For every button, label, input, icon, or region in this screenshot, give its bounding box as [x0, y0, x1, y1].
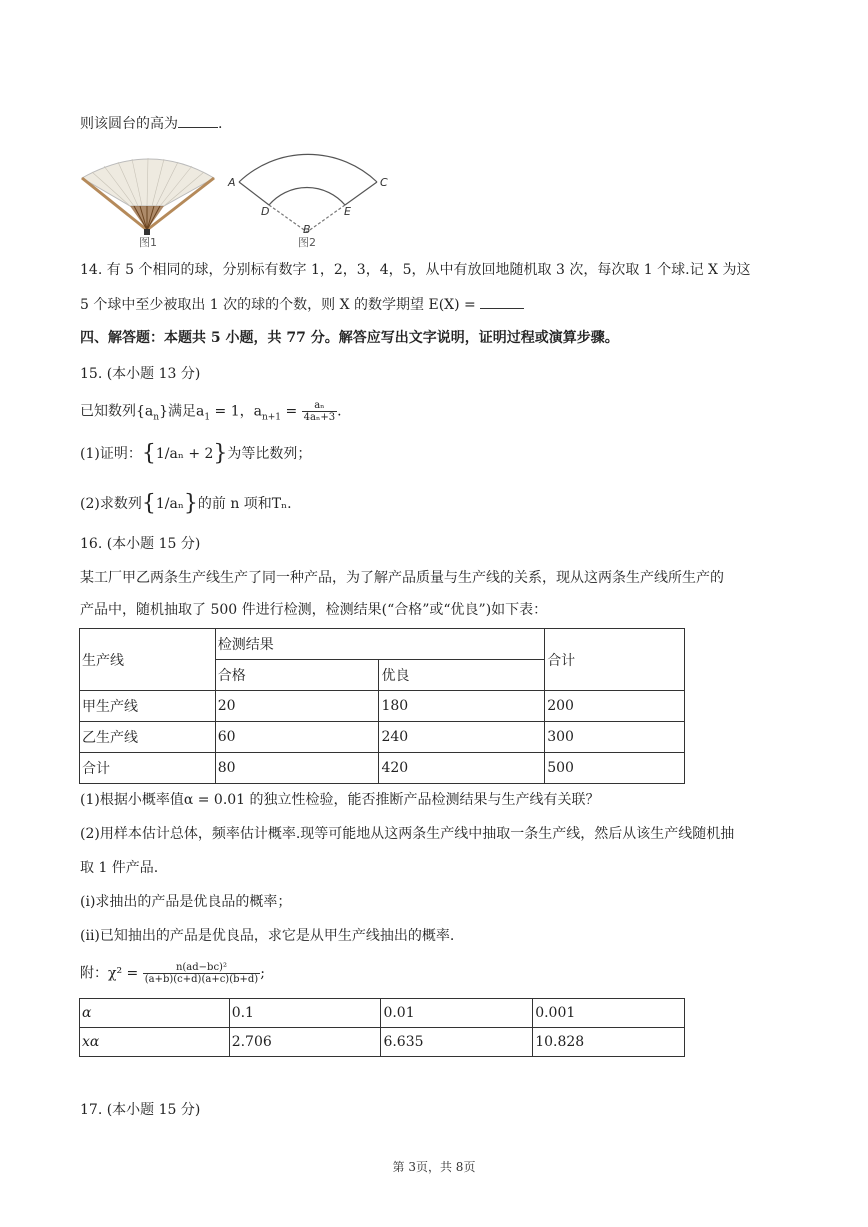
fig2-caption: 图2 — [298, 236, 316, 249]
q15-part2-post: 的前 n 项和Tₙ. — [197, 496, 292, 512]
q16-q1: (1)根据小概率值α = 0.01 的独立性检验，能否推断产品检测结果与生产线有关联？ — [80, 792, 600, 808]
header-result: 检测结果 — [215, 629, 544, 660]
q16-q2b: 取 1 件产品. — [80, 860, 159, 876]
q15-header: 15. (本小题 13 分) — [80, 366, 201, 382]
q15-part1: (1)证明：{1/aₙ + 2}为等比数列； — [80, 441, 312, 466]
q15-part2-pre: (2)求数列 — [80, 496, 142, 512]
q15-part1-post: 为等比数列； — [227, 446, 312, 462]
point-b-label: B — [303, 223, 311, 236]
alpha-value: 0.1 — [229, 999, 381, 1028]
q13-tail-text: 则该圆台的高为 — [80, 116, 178, 132]
page-footer: 第 3页，共 8页 — [392, 1160, 476, 1174]
q15-stmt-a: 已知数列{a — [80, 403, 154, 420]
q16-header: 16. (本小题 15 分) — [80, 536, 201, 552]
row-label: 甲生产线 — [80, 691, 216, 722]
cell-pass: 20 — [215, 691, 379, 722]
fig1-caption: 图1 — [139, 236, 157, 249]
results-table — [79, 628, 685, 784]
x-alpha-value: 2.706 — [229, 1028, 381, 1057]
table-row — [80, 722, 685, 753]
q14-line1: 14. 有 5 个相同的球，分别标有数字 1，2，3，4，5，从中有放回地随机取 3 次，每次取 1 个球.记 X 为这 — [80, 262, 751, 278]
q16-q2a: (2)用样本估计总体，频率估计概率.现等可能地从这两条生产线中抽取一条生产线，然后从该生产线随机抽 — [80, 826, 735, 842]
answer-blank — [178, 113, 218, 128]
q16-qii: (ii)已知抽出的产品是优良品，求它是从甲生产线抽出的概率. — [80, 928, 455, 944]
point-a-label: A — [228, 176, 236, 189]
q13-end: . — [218, 116, 223, 132]
appendix-end: ; — [260, 965, 265, 982]
cell-pass: 80 — [215, 753, 379, 784]
cell-total: 300 — [545, 722, 685, 753]
fraction-numerator: n(ad−bc)² — [143, 962, 260, 974]
q17-header: 17. (本小题 15 分) — [80, 1102, 201, 1118]
appendix-pre: 附：χ² = — [80, 965, 143, 982]
sector-diagram — [239, 154, 377, 232]
alpha-label: α — [80, 999, 230, 1028]
answer-blank — [480, 294, 524, 309]
point-e-label: E — [344, 205, 351, 218]
q16-para2: 产品中，随机抽取了 500 件进行检测，检测结果(“合格”或“优良”)如下表： — [80, 602, 548, 618]
chi-square-fraction — [143, 962, 260, 985]
fraction-numerator: aₙ — [302, 400, 337, 412]
alpha-value: 0.01 — [381, 999, 533, 1028]
q15-part1-expr: 1/aₙ + 2 — [155, 446, 214, 462]
row-label: 乙生产线 — [80, 722, 216, 753]
table-row — [80, 691, 685, 722]
q15-statement: 已知数列$\{a_n\}$满足$a_1 = 1$，$a_{n+1}$ = $\frac{\text{aₙ}}{\text{4aₙ+3}}$ . — [80, 400, 342, 423]
section-heading: 四、解答题：本题共 5 小题，共 77 分。解答应写出文字说明，证明过程或演算步骤。 — [80, 330, 619, 346]
point-d-label: D — [261, 205, 270, 218]
q15-part2: (2)求数列{1/aₙ}的前 n 项和Tₙ. — [80, 491, 292, 516]
header-line: 生产线 — [80, 629, 216, 691]
x-alpha-value: 10.828 — [533, 1028, 685, 1057]
q15-part1-pre: (1)证明： — [80, 446, 142, 462]
q15-stmt-end: . — [337, 403, 342, 420]
q14-line2 — [80, 294, 524, 315]
cell-good: 420 — [379, 753, 545, 784]
x-alpha-label: xα — [80, 1028, 230, 1057]
fraction-denominator: (a+b)(c+d)(a+c)(b+d) — [144, 974, 259, 985]
q15-part2-expr: 1/aₙ — [155, 496, 184, 512]
alpha-value: 0.001 — [533, 999, 685, 1028]
q15-stmt-d: = — [281, 403, 302, 420]
cell-pass: 60 — [215, 722, 379, 753]
row-label: 合计 — [80, 753, 216, 784]
cell-good: 180 — [379, 691, 545, 722]
cell-total: 500 — [545, 753, 685, 784]
table-row — [80, 753, 685, 784]
q15-stmt-b: }满足a — [159, 403, 205, 420]
fan-image — [82, 158, 214, 235]
q14-line2-text: 5 个球中至少被取出 1 次的球的个数，则 X 的数学期望 E(X) = — [80, 297, 481, 313]
recurrence-fraction — [302, 400, 337, 423]
critical-value-table — [79, 998, 685, 1057]
point-c-label: C — [380, 176, 388, 189]
x-alpha-value: 6.635 — [381, 1028, 533, 1057]
q16-qi: (i)求抽出的产品是优良品的概率； — [80, 894, 292, 910]
q16-para1: 某工厂甲乙两条生产线生产了同一种产品，为了解产品质量与生产线的关系，现从这两条生产线所生产的 — [80, 570, 724, 586]
cell-total: 200 — [545, 691, 685, 722]
q13-tail — [80, 113, 222, 134]
q15-stmt-c: = 1，a — [210, 403, 262, 420]
appendix-formula — [80, 962, 265, 985]
cell-good: 240 — [379, 722, 545, 753]
header-pass: 合格 — [215, 660, 379, 691]
header-total: 合计 — [545, 629, 685, 691]
fan-figure — [78, 140, 398, 250]
fraction-denominator: 4aₙ+3 — [303, 412, 336, 423]
header-good: 优良 — [379, 660, 545, 691]
